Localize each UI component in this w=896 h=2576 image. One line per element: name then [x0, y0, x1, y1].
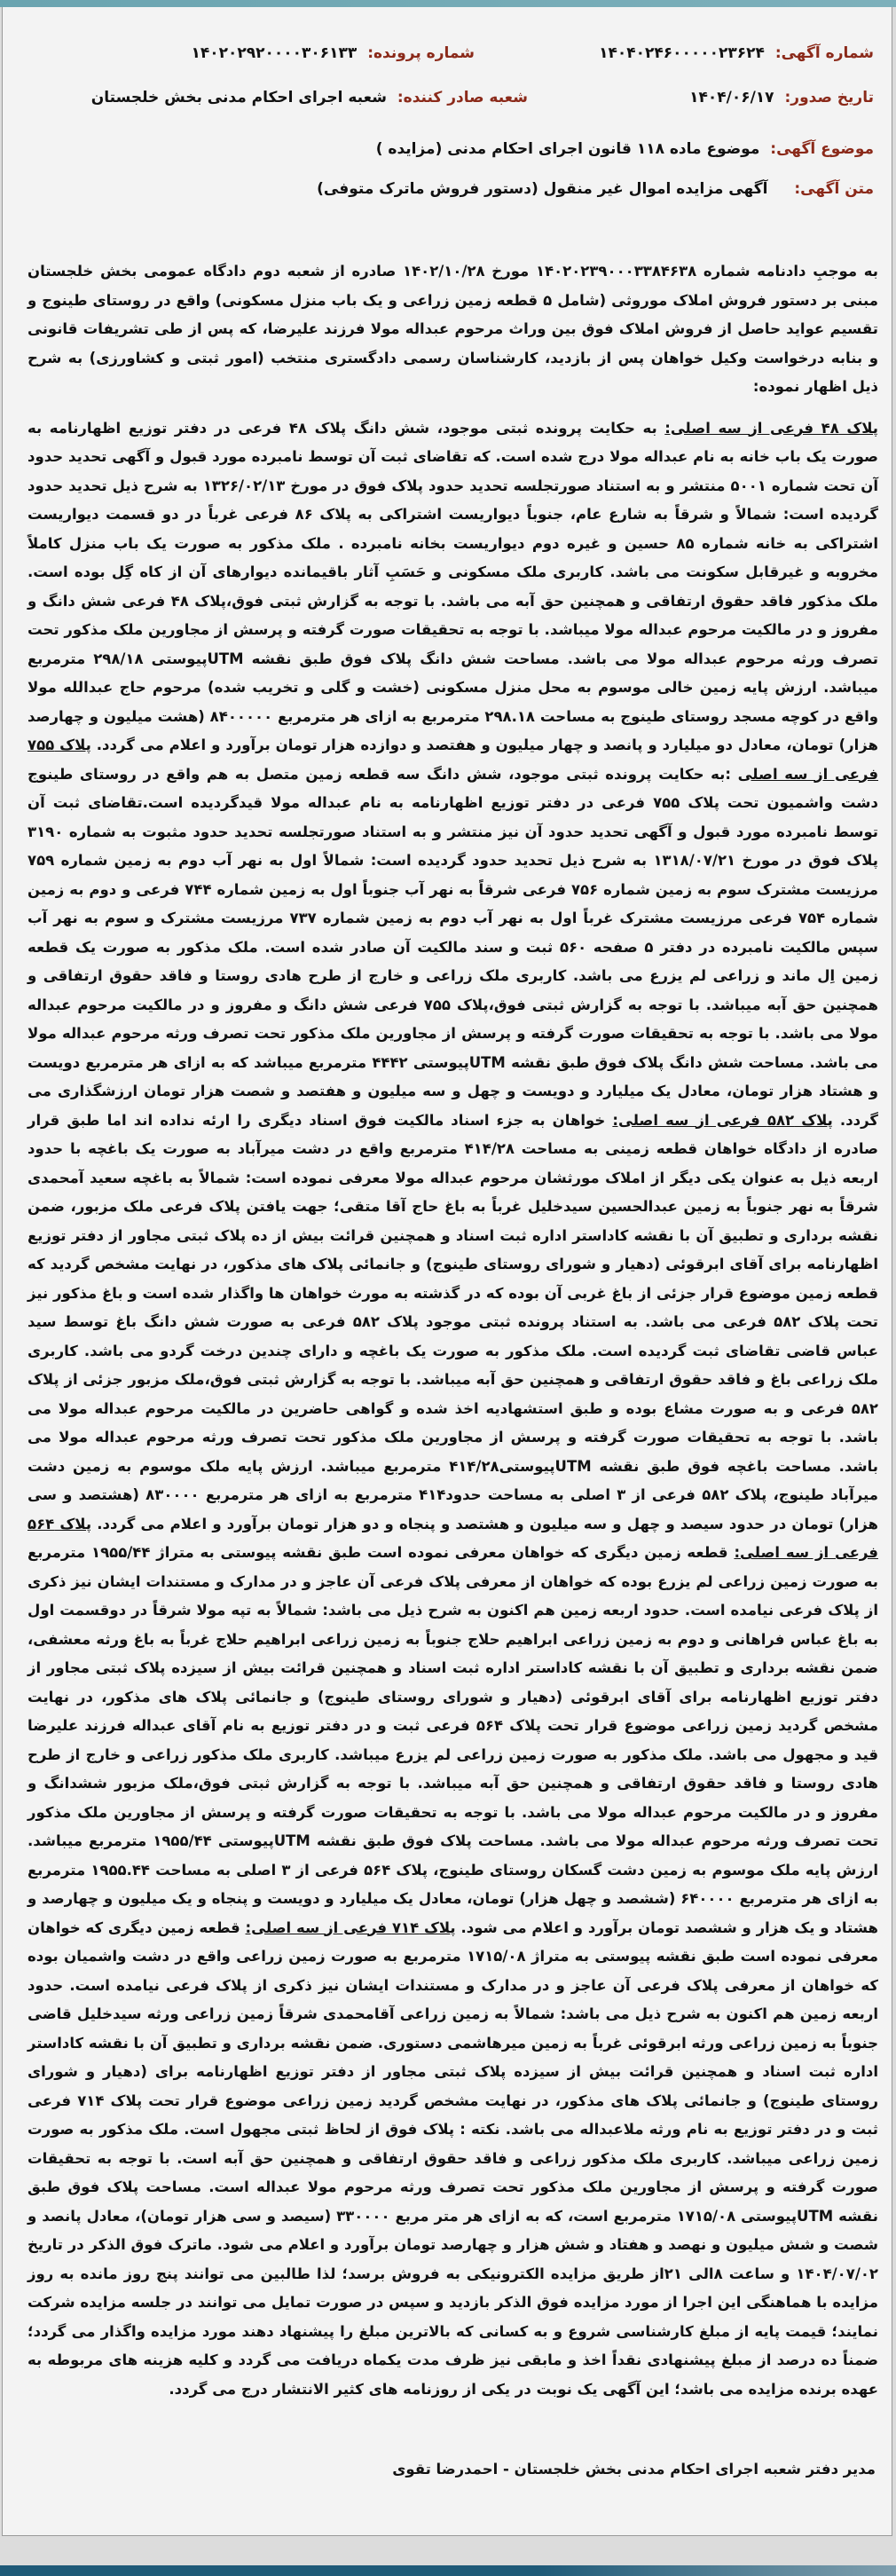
issuer-field: [91, 89, 528, 106]
status-strip: [0, 2536, 896, 2565]
notice-text-field: [317, 180, 874, 198]
notice-number-field: [599, 44, 874, 62]
subject-label: موضوع آگهی:: [770, 140, 874, 158]
notice-panel: [2, 7, 892, 2536]
issuer-label: شعبه صادر کننده:: [397, 89, 528, 106]
notice-header: [3, 7, 892, 257]
file-number-field: [191, 44, 475, 62]
file-number-label: شماره پرونده:: [367, 44, 475, 62]
file-number-value: ۱۴۰۲۰۲۹۲۰۰۰۰۳۰۶۱۳۳: [191, 44, 358, 62]
plot-714-text: قطعه زمین دیگری که خواهان معرفی نموده است طبق نقشه پیوستی به متراژ ۱۷۱۵/۰۸ مترمربع به صورت زمین زراعی واقع در دشت واشمیان بوده که خواهان از معرفی پلاک فرعی آن عاجز و در مدارک و مستندات ایشان نیز ذکری از پلاک فرعی نیامده است. حدود اربعه زمین هم اکنون به شرح ذیل می باشد: شمالاً به زمین زراعی آقامحمدی شرقاً زمین زراعی ورثه سیدخلیل قاضی جنوباً به زمین زراعی ورثه ابرقوئی غرباً به زمین میرهاشمی دستوری. ضمن نقشه برداری و تطبیق آن با نقشه کاداستر اداره ثبت اسناد و همچنین قرائت بیش از سیزده پلاک ثبتی مجاور از دفتر توزیع اظهارنامه برای (دهیار و شورای روستای طینوج) و جانمائی پلاک های مذکور، در نهایت مشخص گردید زمین زراعی موضوع قرار تحت پلاک ۷۱۴ فرعی ثبت و در دفتر توزیع به نام ورثه ملاعبداله می باشد. نکته : پلاک فوق از لحاظ ثبتی مجهول است. ملک مذکور به صورت زمین زراعی میباشد. کاربری ملک مذکور زراعی و فاقد حقوق ارتفاقی و همچنین حق آبه است. با توجه به تحقیقات صورت گرفته و پرسش از مجاورین ملک مذکور تحت تصرف ورثه مرحوم مولا عبداله است. مساحت پلاک فوق طبق نقشه UTMپیوستی ۱۷۱۵/۰۸ مترمربع است، که به ازای هر متر مربع ۳۳۰۰۰۰ (سیصد و سی هزار تومان)، معادل پانصد و شصت و شش میلیون و نهصد و هفتاد و شش هزار و چهارصد تومان برآورد و اعلام می شود. ماترک فوق الذکر در تاریخ ۱۴۰۴/۰۷/۰۲ و ساعت ۸الی ۲۱از طریق مزایده الکترونیکی به فروش برسد؛ لذا طالبین می توانند پنج روز مانده به روز مزایده با هماهنگی این اجرا از مورد مزایده فوق الذکر بازدید و سپس در صورت تمایل می توانند در جلسه مزایده شرکت نمایند؛ قیمت پایه از مبلغ کارشناسی شروع و به کسانی که بالاترین مبلغ را پیشنهاد دهند مورد مزایده واگذار می گردد؛ ضمناً ده درصد از مبلغ پیشنهادی نقداً اخذ و مابقی نیز ظرف مدت یکماه دریافت می گردد و کلیه هزینه های مربوطه به عهده برنده مزایده می باشد؛ این آگهی یک نوبت در یکی از روزنامه های کثیر الانتشار درج می گردد.: [28, 1918, 878, 2398]
issue-date-label: تاریخ صدور:: [784, 89, 874, 106]
signature: مدیر دفتر شعبه اجرای احکام مدنی بخش خلجستان - احمدرضا تقوی: [392, 2461, 876, 2478]
notice-text-title: آگهی مزایده اموال غیر منقول (دستور فروش ماترک متوفی): [317, 180, 768, 198]
properties-paragraph: [28, 414, 878, 2405]
plot-48-text: به حکایت پرونده ثبتی موجود، شش دانگ پلاک ۴۸ فرعی در دفتر توزیع اظهارنامه به صورت یک باب خانه به نام عبداله مولا درج شده است. که تقاضای ثبت آن توسط نامبرده مورد قبول و آگهی تحدید حدود آن تحت شماره ۵۰۰۱ منتشر و به استناد صورتجلسه تحدید حدود پلاک فوق در مورخ ۱۳۲۶/۰۲/۱۳ به شرح ذیل تحدید حدود گردیده است: شمالاً و شرقاً به شارع عام، جنوباً دیواریست اشتراکی به پلاک ۸۶ فرعی غرباً در دو قسمت دیواریست اشتراکی به خانه شماره ۸۵ حسین و غیره دوم دیواریست بخانه نامبرده . ملک مذکور به صورت یک باب منزل کاملاً مخروبه و غیرقابل سکونت می باشد. کاربری ملک مسکونی و حَسَبِ آثار باقیمانده دیوارهای آن از کاه گِل بوده است. ملک مذکور فاقد حقوق ارتفاقی و همچنین حق آبه می باشد. با توجه به گزارش ثبتی فوق،پلاک ۴۸ فرعی شش دانگ و مفروز و در مالکیت مرحوم عبداله مولا میباشد. با توجه به تحقیقات صورت گرفته و پرسش از مجاورین ملک مذکور تحت تصرف ورثه مرحوم عبداله مولا می باشد. مساحت شش دانگ پلاک فوق طبق نقشه UTMپیوستی ۲۹۸/۱۸ مترمربع میباشد. ارزش پایه زمین خالی موسوم به محل منزل مسکونی (خشت و گلی و تخریب شده) مرحوم حاج عبدالله مولا واقع در کوچه مسجد روستای طینوج به مساحت ۲۹۸.۱۸ مترمربع به ازای هر مترمربع ۸۴۰۰۰۰۰ (هشت میلیون و چهارصد هزار) تومان، معادل دو میلیارد و پانصد و چهار میلیون و هفتصد و دوازده هزار تومان برآورد و اعلام می گردد.: [28, 419, 879, 753]
plot-714-heading: پلاک ۷۱۴ فرعی از سه اصلی:: [245, 1918, 456, 1936]
intro-paragraph: به موجبِ دادنامه شماره ۱۴۰۲۰۲۳۹۰۰۰۳۳۸۴۶۳۸ مورخ ۱۴۰۲/۱۰/۲۸ صادره از شعبه دوم دادگاه عمومی بخش خلجستان مبنی بر دستور فروش املاک موروثی (شامل ۵ قطعه زمین زراعی و یک باب منزل مسکونی) واقع در روستای طینوج و تقسیم عواید حاصل از فروش املاک فوق بین وراث مرحوم عبداله مولا فرزند علیرضا، که پس از طی تشریفات قانونی و بنابه درخواست وکیل خواهان پس از بازدید، کارشناسان رسمی دادگستری منتخب (امور ثبتی و کشاورزی) به شرح ذیل اظهار نموده:: [28, 263, 878, 395]
notice-number-value: ۱۴۰۴۰۲۴۶۰۰۰۰۰۲۳۶۲۴: [599, 44, 765, 62]
issue-date-field: [689, 89, 874, 106]
subject-value: موضوع ماده ۱۱۸ قانون اجرای احکام مدنی (مزایده ): [375, 140, 760, 158]
plot-755-heading: پلاک ۷۵۵ فرعی از سه اصلی: [28, 737, 879, 783]
plot-582-heading: پلاک ۵۸۲ فرعی از سه اصلی:: [612, 1111, 833, 1129]
window-top-bar: [0, 0, 896, 7]
subject-field: [376, 140, 874, 158]
notice-body: [28, 257, 878, 2404]
plot-755-text: :به حکایت پرونده ثبتی موجود، شش دانگ سه قطعه زمین متصل به هم واقع در روستای طینوج دشت واشمیون تحت پلاک ۷۵۵ فرعی در دفتر توزیع اظهارنامه به نام عبداله مولا قیدگردیده است.تقاضای ثبت آن توسط نامبرده مورد قبول و آگهی تحدید حدود آن نیز منتشر و به استناد صورتجلسه تحدید حدود مثبوت به شماره ۳۱۹۰ پلاک فوق در مورخ ۱۳۱۸/۰۷/۲۱ به شرح ذیل تحدید حدود گردیده است: شمالاً اول به نهر آب دوم به زمین شماره ۷۵۹ مرزیست مشترک سوم به زمین شماره ۷۵۶ فرعی شرقاً به نهر آب جنوباً اول به زمین شماره ۷۴۴ فرعی و دوم به زمین شماره ۷۵۴ فرعی مرزیست مشترک غرباً اول به نهر آب دوم به زمین شماره ۷۳۷ مرزیست مشترک و سوم به نهر آب سپس مالکیت نامبرده در دفتر ۵ صفحه ۵۶۰ ثبت و سند مالکیت آن صادر شده است. ملک مذکور به صورت یک قطعه زمین اِل ماند و زراعی لم یزرع می باشد. کاربری ملک زراعی و خارج از طرح هادی روستا و فاقد حقوق ارتفاقی و همچنین حق آبه میباشد. با توجه به گزارش ثبتی فوق،پلاک ۷۵۵ فرعی شش دانگ و مفروز و در مالکیت مرحوم عبداله مولا می باشد. با توجه به تحقیقات صورت گرفته و پرسش از مجاورین ملک مذکور تحت تصرف ورثه مرحوم عبداله مولا می باشد. مساحت شش دانگ پلاک فوق طبق نقشه UTMپیوستی ۴۴۴۲ مترمربع میباشد که به ازای هر مترمربع دویست و هشتاد هزار تومان، معادل یک میلیارد و دویست و چهل و سه میلیون و هفتصد و شصت هزار تومان ارزشگذاری می گردد.: [28, 765, 879, 1129]
notice-text-label: متن آگهی:: [794, 180, 874, 198]
issue-date-value: ۱۴۰۴/۰۶/۱۷: [689, 89, 774, 106]
plot-582-text: خواهان به جزء اسناد مالکیت فوق اسناد دیگری را ارئه نداده اند اما طبق قرار صادره از دادگاه خواهان قطعه زمینی به مساحت ۴۱۴/۲۸ مترمربع واقع در دشت میرآباد به صورت یک باغچه با حدود اربعه ذیل به عنوان یکی دیگر از املاک مورثشان مرحوم عبداله مولا معرفی نموده است: شمالاً به باغچه سعید آمحمدی شرقاً به نهر جنوباً به زمین عبدالحسین سیدخلیل غرباً به باغ حاج آقا متقی؛ جهت یافتن پلاک فرعی ملک مزبور، ضمن نقشه برداری و تطبیق آن با نقشه کاداستر اداره ثبت اسناد و همچنین قرائت بیش از ده پلاک ثبتی مجاور از دفتر توزیع اظهارنامه برای آقای ابرقوئی (دهیار و شورای روستای طینوج) و جانمائی پلاک های مذکور، در نهایت مشخص گردید که قطعه زمین موضوع قرار جزئی از باغ غربی آن بوده که در گذشته به مورث خواهان ها واگذار شده است و باغ مذکور نیز تحت پلاک ۵۸۲ فرعی می باشد. به استناد پرونده ثبتی موجود پلاک ۵۸۲ فرعی به صورت شش دانگ باغ توسط سید عباس قاضی تقاضای ثبت گردیده است. ملک مذکور به صورت یک باغچه و دارای چندین درخت گردو می باشد. کاربری ملک زراعی باغ و فاقد حقوق ارتفاقی و همچنین حق آبه میباشد. با توجه به گزارش ثبتی فوق،ملک مزبور جزئی از پلاک ۵۸۲ فرعی و به صورت مشاع بوده و طبق استشهادیه اخذ شده و گواهی حاضرین در مالکیت مرحوم عبداله مولا می باشد. با توجه به تحقیقات صورت گرفته و پرسش از مجاورین ملک مذکور تحت تصرف ورثه مرحوم عبداله مولا می باشد. مساحت باغچه فوق طبق نقشه UTMپیوستی۴۱۴/۲۸ مترمربع میباشد. ارزش پایه ملک موسوم به زمین دشت میرآباد طینوج، پلاک ۵۸۲ فرعی از ۳ اصلی به مساحت حدود۴۱۴ مترمربع به ازای هر مترمربع ۸۳۰۰۰۰ (هشتصد و سی هزار) تومان در حدود سیصد و چهل و سه میلیون و هشتصد و پنجاه و دو هزار تومان برآورد و اعلام می گردد.: [28, 1111, 879, 1532]
issuer-value: شعبه اجرای احکام مدنی بخش خلجستان: [90, 89, 387, 106]
plot-564-heading: پلاک ۵۶۴ فرعی از سه اصلی:: [28, 1515, 878, 1561]
plot-564-text: قطعه زمین دیگری که خواهان معرفی نموده است طبق نقشه پیوستی به متراژ ۱۹۵۵/۴۴ مترمربع به صورت زمین زراعی لم یزرع بوده که خواهان از معرفی پلاک فرعی آن عاجز و در مدارک و مستندات ایشان نیز ذکری از پلاک فرعی نیامده است. حدود اربعه زمین هم اکنون به شرح ذیل می باشد: شمالاً به تپه مولا شرقاً در دوقسمت اول به باغ عباس فراهانی و دوم به زمین زراعی ابراهیم حلاج جنوباً به زمین زراعی ابراهیم حلاج غرباً به باغ ورثه معشفی، ضمن نقشه برداری و تطبیق آن با نقشه کاداستر اداره ثبت اسناد و همچنین قرائت بیش از سیزده پلاک ثبتی مجاور از دفتر توزیع اظهارنامه برای آقای ابرقوئی (دهیار و شورای روستای طینوج) و جانمائی پلاک های مذکور، در نهایت مشخص گردید زمین زراعی موضوع قرار تحت پلاک ۵۶۴ فرعی ثبت و در دفتر توزیع به نام آقای عبداله فرزند علیرضا قید و مجهول می باشد. ملک مذکور به صورت زمین زراعی لم یزرع میباشد. کاربری ملک مذکور زراعی و خارج از طرح هادی روستا و فاقد حقوق ارتفاقی و همچنین حق آبه میباشد. با توجه به گزارش ثبتی فوق،ملک مزبور ششدانگ و مفروز و در مالکیت مرحوم عبداله مولا می باشد. با توجه به تحقیقات صورت گرفته و پرسش از مجاورین ملک مذکور تحت تصرف ورثه مرحوم عبداله مولا می باشد. مساحت پلاک فوق طبق نقشه UTMپیوستی ۱۹۵۵/۴۴ مترمربع میباشد. ارزش پایه ملک موسوم به زمین دشت گسکان روستای طینوج، پلاک ۵۶۴ فرعی از ۳ اصلی به مساحت ۱۹۵۵.۴۴ مترمربع به ازای هر مترمربع ۶۴۰۰۰۰ (ششصد و چهل هزار) تومان، معادل یک میلیارد و دویست و پنجاه و یک میلیون و چهارصد و هشتاد و یک هزار و ششصد تومان برآورد و اعلام می شود.: [28, 1544, 878, 1936]
notice-number-label: شماره آگهی:: [774, 44, 874, 62]
taskbar: [0, 2565, 896, 2576]
plot-48-heading: پلاک ۴۸ فرعی از سه اصلی:: [664, 419, 878, 437]
